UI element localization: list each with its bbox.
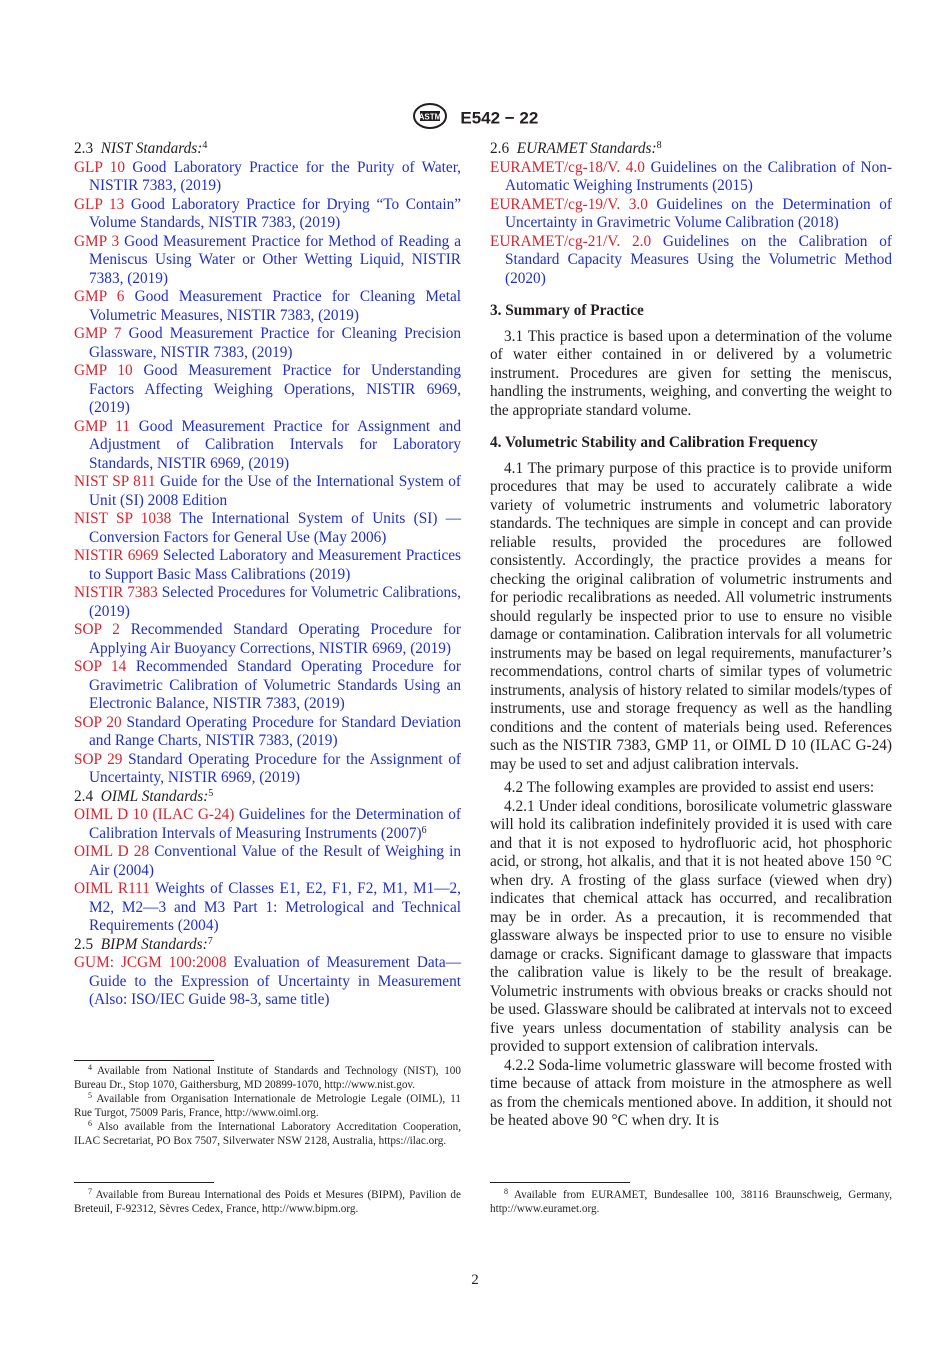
page-header	[0, 102, 950, 135]
reference-code-link[interactable]: NISTIR 6969	[74, 547, 159, 564]
reference-title-link[interactable]: Guidelines on the Calibration of Standard Capacity Measures Using the Volumetric Method (2020)	[505, 232, 892, 287]
reference-title-link[interactable]: Conventional Value of the Result of Weighing in Air (2004)	[89, 843, 462, 879]
reference-code-link[interactable]: EURAMET/cg-19/V. 3.0	[490, 195, 648, 213]
reference-title-link[interactable]: Guidelines on the Calibration of Non-Automatic Weighing Instruments (2015)	[505, 158, 892, 194]
footnote-rule	[490, 1182, 630, 1183]
reference-item	[74, 954, 461, 1010]
reference-title-link[interactable]: Good Laboratory Practice for the Purity of Water, NISTIR 7383, (2019)	[89, 158, 462, 194]
paragraph-4-1: 4.1 The primary purpose of this practice is to provide uniform procedures that may be used to accurately calibrate a wide variety of volumetric instruments and volumetric laboratory standards. The techniques are simple in concept and can provide reliable results, provided the procedures are followed consistently. Accordingly, the practice provides a means for checking the original calibration of volumetric instruments and for periodic recalibrations as needed. All volumetric instruments should regularly be inspected prior to use to ensure no visible damage or contamination. Calibration intervals for all volumetric instruments may be based on legal requirements, manufacturer’s recommendations, control charts of similar types of volumetric instruments, analysis of history related to similar models/types of instruments, use and storage frequency as well as the handling conditions and the content of materials being used. References such as the NISTIR 7383, GMP 11, or OIML D 10 (ILAC G-24) may be used to set and adjust calibration intervals.	[490, 459, 892, 773]
paragraph-4-2: 4.2 The following examples are provided to assist end users:	[504, 779, 875, 796]
reference-title-link[interactable]: Good Measurement Practice for Method of Reading a Meniscus Using Water or Other Wetting Liquid, NISTIR 7383, (2019)	[89, 232, 462, 287]
reference-code-link[interactable]: GMP 10	[74, 362, 133, 379]
reference-title-link[interactable]: The International System of Units (SI) — Conversion Factors for General Use (May 2006)	[89, 510, 461, 546]
reference-code-link[interactable]: SOP 20	[74, 713, 122, 731]
reference-item	[74, 547, 461, 584]
section-2-6-heading: 2.6 EURAMET Standards:$^8$	[490, 140, 662, 157]
footnote-number: 7	[88, 1187, 92, 1196]
reference-title-link[interactable]: Good Measurement Practice for Understanding Factors Affecting Weighing Operations, NISTIR 6969, (2019)	[89, 362, 462, 416]
reference-item	[74, 751, 461, 788]
reference-title-link[interactable]: Guidelines on the Determination of Uncertainty in Gravimetric Volume Calibration (2018)	[505, 195, 892, 231]
reference-code-link[interactable]: EURAMET/cg-21/V. 2.0	[490, 232, 652, 250]
footnote-number: 8	[504, 1187, 508, 1196]
reference-title-link[interactable]: Recommended Standard Operating Procedure for Gravimetric Calibration of Volumetric Standards Using an Electronic Balance, NISTIR 7383, (2019)	[89, 658, 462, 712]
document-designation: E542 − 22	[460, 108, 539, 128]
page-number: 2	[471, 1272, 479, 1288]
section-2-3-heading: 2.3 NIST Standards:$^4$	[74, 140, 208, 157]
footnote-rule	[74, 1060, 214, 1061]
svg-text:ASTM: ASTM	[418, 112, 441, 122]
reference-item	[74, 473, 461, 510]
paragraph-4-2-2: 4.2.2 Soda-lime volumetric glassware will become frosted with time because of attack from moisture in the atmosphere as well as from the chemicals mentioned above. In addition, it should not be heated above 90 °C when dry. It is	[490, 1056, 892, 1129]
footnotes-right	[490, 1188, 892, 1216]
astm-logo-icon	[412, 102, 448, 135]
reference-title-link[interactable]: Standard Operating Procedure for the Assignment of Uncertainty, NISTIR 6969, (2019)	[89, 750, 461, 786]
footnote-text: Available from National Institute of Standards and Technology (NIST), 100 Bureau Dr., Stop 1070, Gaithersburg, MD 20899-1070, http://www.nist.gov.	[74, 1065, 461, 1091]
footnote	[74, 1188, 461, 1216]
reference-code-link[interactable]: GMP 7	[74, 325, 122, 342]
reference-title-link[interactable]: Good Measurement Practice for Cleaning Precision Glassware, NISTIR 7383, (2019)	[89, 325, 462, 361]
footnotes-left-a	[74, 1064, 461, 1148]
reference-item	[490, 233, 892, 289]
right-column	[490, 140, 892, 1131]
reference-title-link[interactable]: Guide for the Use of the International System of Unit (SI) 2008 Edition	[89, 473, 461, 509]
reference-item	[74, 880, 461, 936]
reference-code-link[interactable]: NIST SP 1038	[74, 510, 172, 527]
footnote-number: 4	[88, 1063, 92, 1072]
reference-code-link[interactable]: NISTIR 7383	[74, 584, 158, 601]
footnotes-left-b	[74, 1188, 461, 1216]
footnote-rule	[74, 1182, 214, 1183]
reference-code-link[interactable]: SOP 14	[74, 658, 127, 675]
reference-title-link[interactable]: Selected Laboratory and Measurement Practices to Support Basic Mass Calibrations (2019)	[89, 547, 461, 583]
reference-code-link[interactable]: GLP 10	[74, 158, 126, 176]
reference-item	[74, 843, 461, 880]
reference-item	[74, 806, 461, 843]
reference-item	[74, 621, 461, 658]
section-2-5-heading: 2.5 BIPM Standards:$^7$	[74, 935, 213, 953]
reference-item	[74, 510, 461, 547]
reference-code-link[interactable]: OIML D 28	[74, 843, 150, 860]
reference-item	[74, 159, 461, 196]
reference-item	[74, 418, 461, 474]
reference-code-link[interactable]: OIML R111	[74, 880, 150, 897]
reference-code-link[interactable]: GLP 13	[74, 195, 125, 213]
reference-item	[74, 325, 461, 362]
reference-title-link[interactable]: Good Measurement Practice for Cleaning Metal Volumetric Measures, NISTIR 7383, (2019)	[89, 288, 461, 324]
paragraph-3-1: 3.1 This practice is based upon a determination of the volume of water either contained in or delivered by a volumetric instrument. Procedures are given for setting the meniscus, handling the instruments, weighing, and converting the weight to the appropriate standard volume.	[490, 327, 892, 419]
reference-title-link[interactable]: Good Measurement Practice for Assignment and Adjustment of Calibration Intervals for Laboratory Standards, NISTIR 6969, (2019)	[89, 417, 461, 472]
footnote-number: 6	[88, 1119, 92, 1128]
reference-item	[74, 362, 461, 418]
reference-item	[74, 196, 461, 233]
nist-reference-list	[74, 159, 461, 788]
footnote-text: Also available from the International Laboratory Accreditation Cooperation, ILAC Secretariat, PO Box 7507, Silverwater NSW 2128, Australia, https://ilac.org.	[74, 1121, 461, 1147]
reference-title-link[interactable]: Guidelines for the Determination of Calibration Intervals of Measuring Instruments (2007)	[89, 806, 461, 842]
reference-code-link[interactable]: OIML D 10 (ILAC G-24)	[74, 806, 235, 823]
reference-item	[74, 714, 461, 751]
reference-code-link[interactable]: GUM: JCGM 100:2008	[74, 954, 227, 971]
reference-code-link[interactable]: GMP 6	[74, 288, 125, 305]
reference-title-link[interactable]: Recommended Standard Operating Procedure for Applying Air Buoyancy Corrections, NISTIR 6969, (2019)	[89, 621, 462, 657]
section-4-heading: 4. Volumetric Stability and Calibration Frequency	[490, 434, 818, 451]
reference-code-link[interactable]: SOP 29	[74, 750, 123, 768]
footnote-marker: 6	[421, 824, 427, 836]
reference-item	[490, 196, 892, 233]
reference-code-link[interactable]: EURAMET/cg-18/V. 4.0	[490, 158, 645, 176]
footnote-text: Available from EURAMET, Bundesallee 100, 38116 Braunschweig, Germany, http://www.euramet.org.	[490, 1189, 892, 1215]
paragraph-4-2-1: 4.2.1 Under ideal conditions, borosilicate volumetric glassware will hold its calibration indefinitely provided it is used with care and that it is not exposed to hydrofluoric acid, hot phosphoric acid, or strong, hot alkalis, and that it is not heated above 150 °C when dry. A frosting of the glass surface (viewed when dry) indicates that chemical attack has occurred, and recalibration may be in order. As a precaution, it is recommended that glassware always be inspected prior to use to ensure no visible damage or cracks. Significant damage to glassware that impacts the calibration value is likely to be the result of breakage. Volumetric instruments with obvious breaks or cracks should not be used. Glassware should be calibrated at intervals not to exceed five years unless documentation of stability analysis can be provided to support extension of calibration intervals.	[490, 797, 892, 1055]
reference-item	[74, 584, 461, 621]
footnote-number: 5	[88, 1091, 92, 1100]
reference-title-link[interactable]: Weights of Classes E1, E2, F1, F2, M1, M1—2, M2, M2—3 and M3 Part 1: Metrological and Technical Requirements (2004)	[89, 880, 461, 934]
reference-item	[74, 658, 461, 714]
oiml-reference-list	[74, 806, 461, 936]
reference-title-link[interactable]: Evaluation of Measurement Data—Guide to the Expression of Uncertainty in Measurement (Also: ISO/IEC Guide 98-3, same title)	[89, 954, 462, 1008]
bipm-reference-list	[74, 954, 461, 1010]
reference-item	[74, 233, 461, 289]
reference-code-link[interactable]: GMP 11	[74, 417, 131, 435]
reference-code-link[interactable]: SOP 2	[74, 621, 120, 638]
footnote	[74, 1064, 461, 1092]
footnote-text: Available from Organisation Internationale de Metrologie Legale (OIML), 11 Rue Turgot, 75009 Paris, France, http://www.oiml.org.	[74, 1093, 461, 1119]
footnote-text: Available from Bureau International des Poids et Mesures (BIPM), Pavilion de Breteuil, F-92312, Sèvres Cedex, France, http://www.bipm.org.	[74, 1189, 461, 1215]
euramet-reference-list	[490, 159, 892, 289]
reference-item	[490, 159, 892, 196]
footnote	[74, 1120, 461, 1148]
reference-code-link[interactable]: GMP 3	[74, 232, 120, 250]
section-2-4-heading: 2.4 OIML Standards:$^5$	[74, 787, 214, 805]
left-column	[74, 140, 461, 1010]
section-3-heading: 3. Summary of Practice	[490, 302, 644, 319]
reference-title-link[interactable]: Good Laboratory Practice for Drying “To Contain” Volume Standards, NISTIR 7383, (2019)	[89, 195, 462, 231]
reference-item	[74, 288, 461, 325]
footnote	[74, 1092, 461, 1120]
footnote	[490, 1188, 892, 1216]
reference-code-link[interactable]: NIST SP 811	[74, 473, 156, 490]
reference-title-link[interactable]: Selected Procedures for Volumetric Calibrations, (2019)	[89, 584, 461, 620]
reference-title-link[interactable]: Standard Operating Procedure for Standard Deviation and Range Charts, NISTIR 7383, (2019)	[89, 713, 461, 749]
